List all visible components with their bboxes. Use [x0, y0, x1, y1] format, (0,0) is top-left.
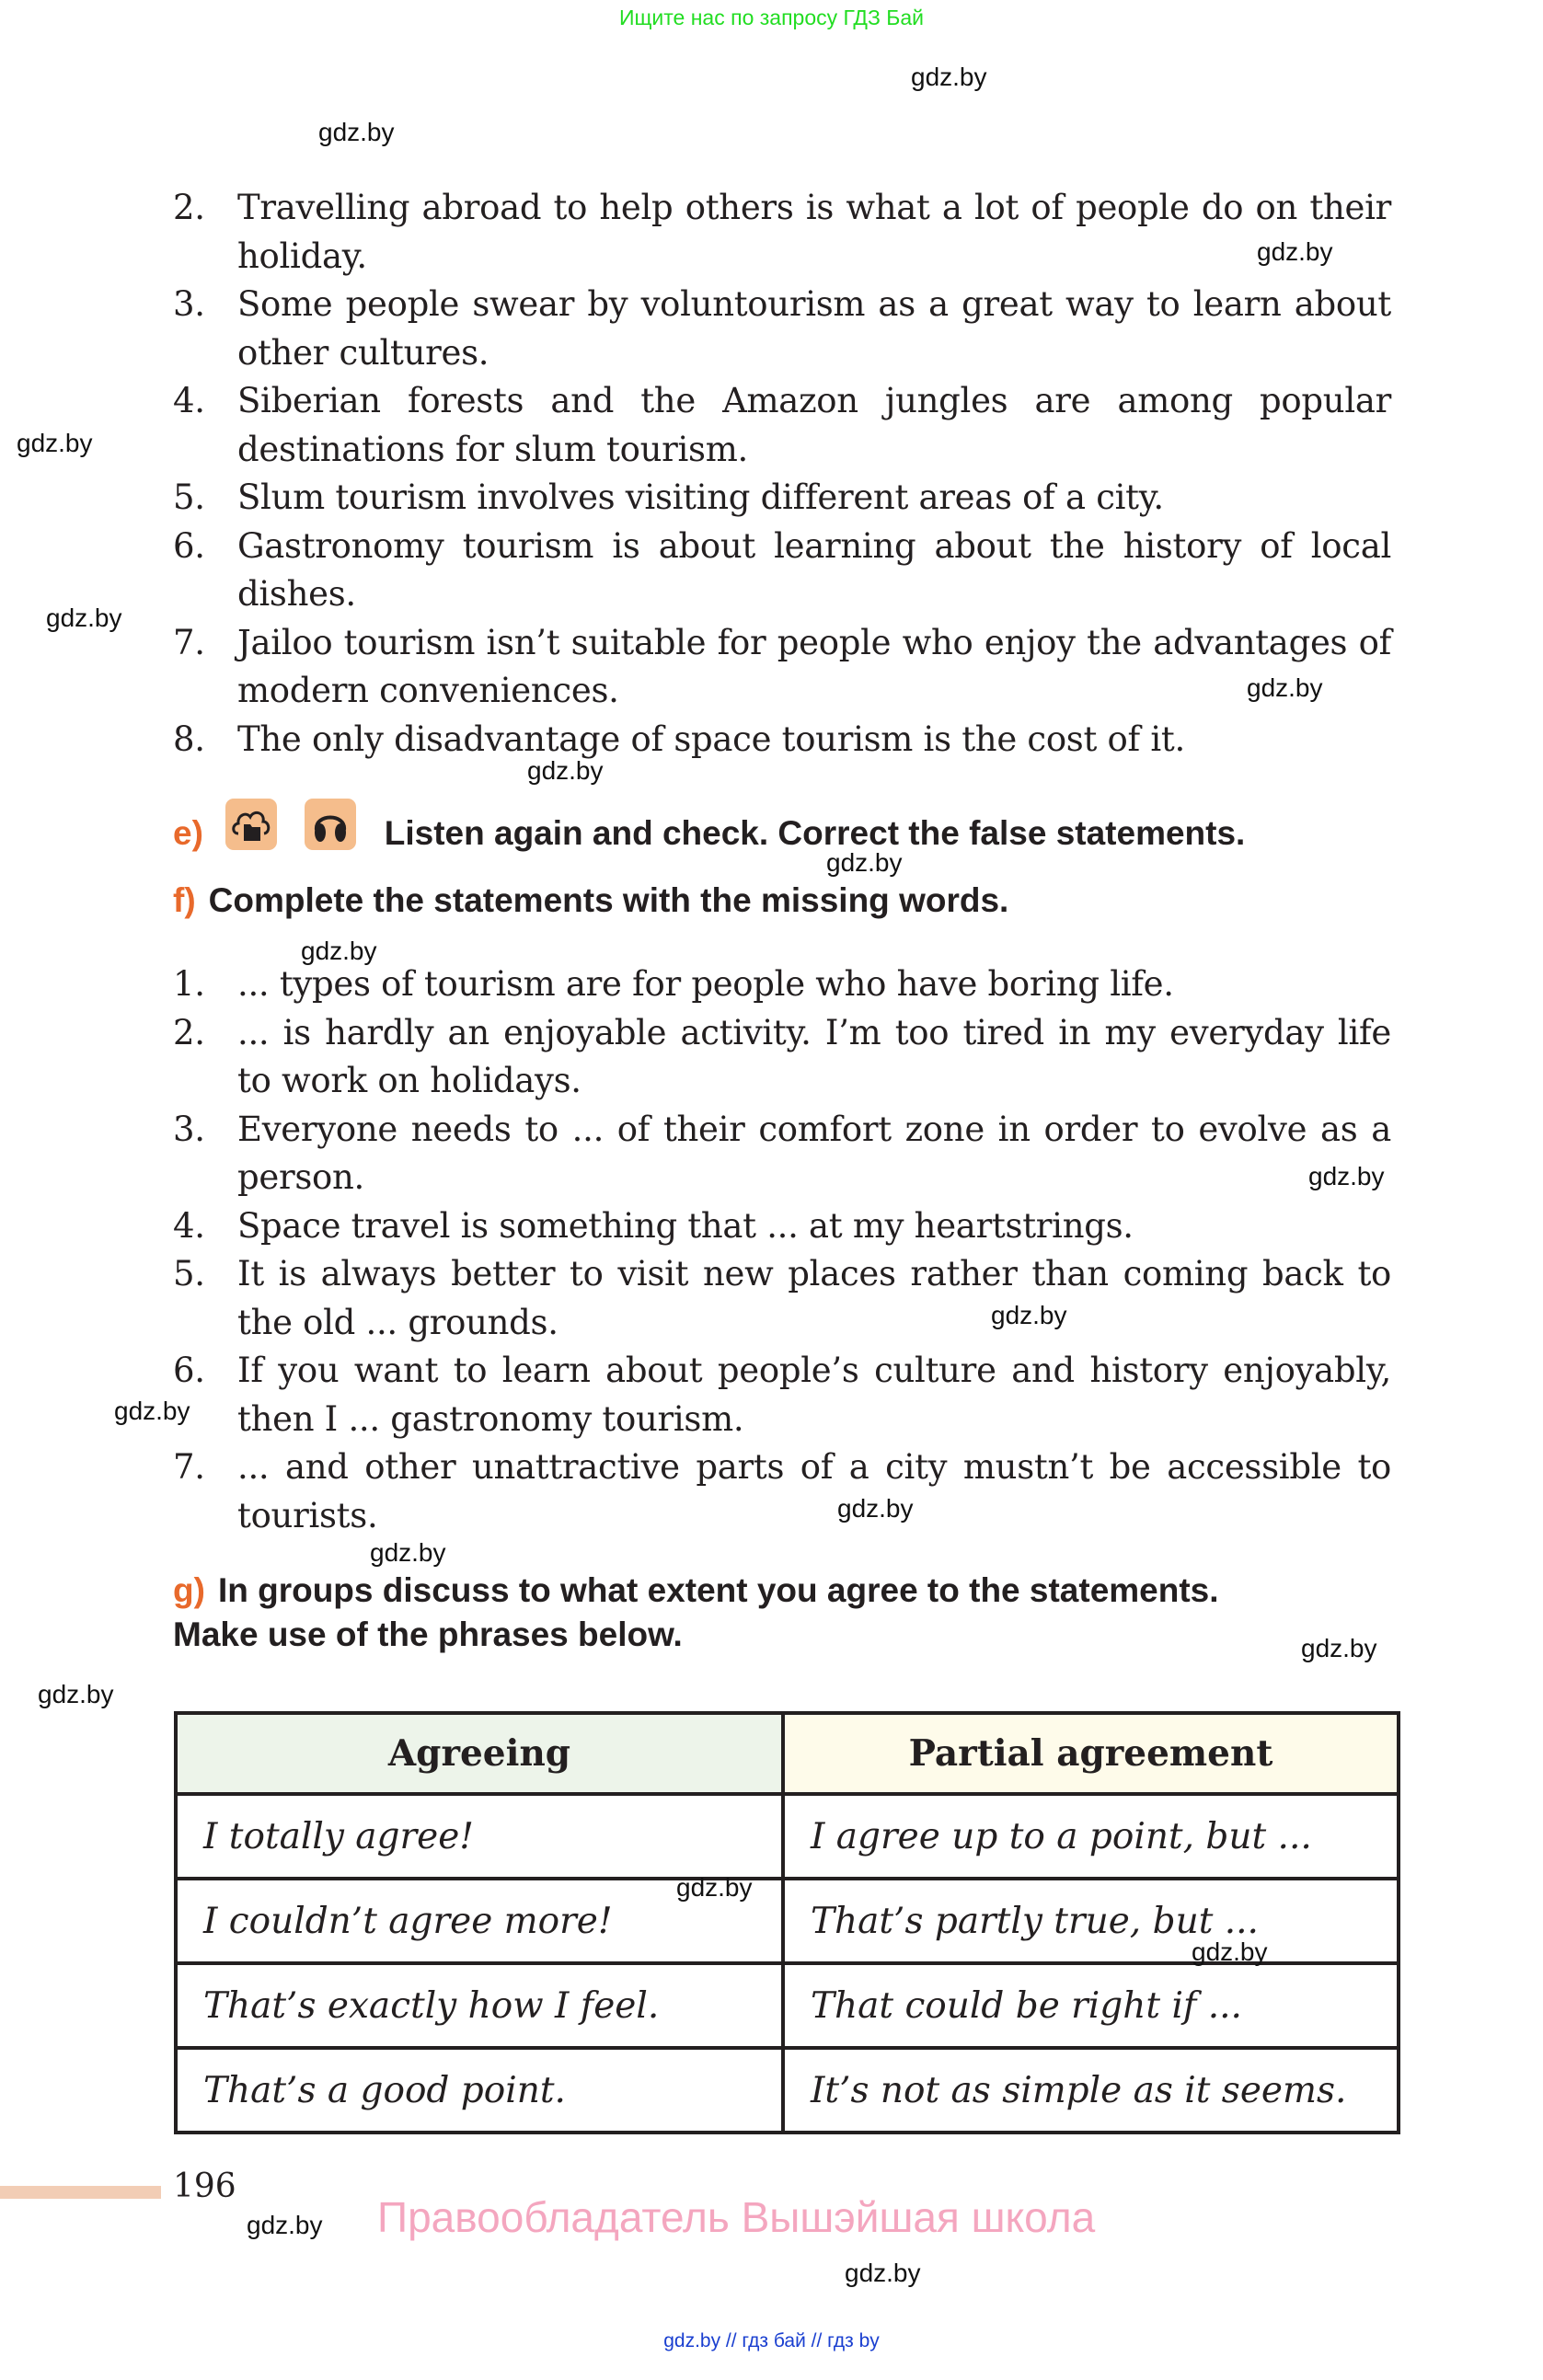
- watermark: gdz.by: [676, 1873, 753, 1902]
- list-item: 7. Jailoo tourism isn’t suitable for people who enjoy the advantages of modern conveniences.: [173, 622, 1391, 710]
- watermark: gdz.by: [1301, 1634, 1377, 1662]
- watermark: gdz.by: [301, 937, 377, 965]
- table-cell: I couldn’t agree more!: [176, 1879, 783, 1963]
- table-row: [176, 2048, 1399, 2133]
- list-item: 4. Space travel is something that ... at my heartstrings.: [173, 1205, 1134, 1246]
- task-g: [173, 1571, 1219, 1610]
- watermark: gdz.by: [17, 429, 93, 457]
- phrases-table: [174, 1711, 1400, 2134]
- table-cell: I agree up to a point, but ...: [783, 1794, 1399, 1879]
- list-item: 2. ... is hardly an enjoyable activity. I’m too tired in my everyday life to work on holidays.: [173, 1012, 1391, 1100]
- watermark: gdz.by: [837, 1494, 914, 1523]
- watermark: gdz.by: [1192, 1937, 1268, 1966]
- site-links[interactable]: gdz.by // гдз бай // гдз by: [663, 2330, 880, 2351]
- watermark: gdz.by: [1257, 237, 1333, 266]
- watermark: gdz.by: [911, 63, 987, 91]
- list-item: 2. Travelling abroad to help others is what a lot of people do on their holiday.: [173, 188, 1391, 276]
- watermark: gdz.by: [1308, 1162, 1385, 1190]
- list-item: 8. The only disadvantage of space tourism is the cost of it.: [173, 719, 1185, 759]
- watermark: gdz.by: [318, 118, 395, 146]
- task-g-line2: Make use of the phrases below.: [173, 1615, 683, 1653]
- list-item: 5. Slum tourism involves visiting different areas of a city.: [173, 477, 1164, 517]
- list-item: 6. Gastronomy tourism is about learning about the history of local dishes.: [173, 525, 1391, 614]
- table-row: [176, 1963, 1399, 2048]
- table-cell: It’s not as simple as it seems.: [783, 2048, 1399, 2133]
- watermark: gdz.by: [114, 1397, 190, 1425]
- headphones-icon[interactable]: [305, 799, 356, 850]
- table-cell: That’s partly true, but ...: [783, 1879, 1399, 1963]
- task-instruction: In groups discuss to what extent you agree to the statements.: [217, 1571, 1219, 1609]
- table-cell: I totally agree!: [176, 1794, 783, 1879]
- watermark: gdz.by: [46, 604, 122, 632]
- list-item: 5. It is always better to visit new places rather than coming back to the old ... grounds.: [173, 1254, 1391, 1342]
- table-header-row: [176, 1713, 1399, 1794]
- page-bar-decoration: [0, 2186, 161, 2199]
- list-item: 3. Some people swear by voluntourism as a great way to learn about other cultures.: [173, 284, 1391, 373]
- cloud-folder-icon[interactable]: [225, 799, 277, 850]
- task-letter: f): [173, 881, 196, 919]
- task-letter: e): [173, 814, 203, 852]
- list-item: 7. ... and other unattractive parts of a city mustn’t be accessible to tourists.: [173, 1447, 1391, 1535]
- task-instruction: Complete the statements with the missing words.: [208, 881, 1009, 919]
- watermark: gdz.by: [247, 2211, 323, 2239]
- list-item: 4. Siberian forests and the Amazon jungles are among popular destinations for slum tourism.: [173, 381, 1391, 469]
- table-cell: That could be right if ...: [783, 1963, 1399, 2048]
- task-f: [173, 881, 1008, 920]
- task-letter: g): [173, 1571, 205, 1609]
- watermark: gdz.by: [527, 756, 604, 785]
- list-item: 3. Everyone needs to ... of their comfort zone in order to evolve as a person.: [173, 1109, 1391, 1197]
- table-row: [176, 1794, 1399, 1879]
- list-item: 1. ... types of tourism are for people who have boring life.: [173, 964, 1174, 1004]
- table-cell: That’s exactly how I feel.: [176, 1963, 783, 2048]
- statements-list-f: [173, 960, 1391, 1540]
- statements-list-d: [173, 184, 1391, 764]
- column-header-partial-agreement: Partial agreement: [783, 1713, 1399, 1794]
- watermark: gdz.by: [370, 1538, 446, 1567]
- table-cell: That’s a good point.: [176, 2048, 783, 2133]
- watermark: gdz.by: [826, 848, 903, 877]
- watermark: gdz.by: [845, 2259, 921, 2287]
- page-number: 196: [173, 2167, 236, 2205]
- rights-holder: Правообладатель Вышэйшая школа: [377, 2193, 1096, 2241]
- task-instruction: Listen again and check. Correct the false statements.: [384, 814, 1246, 852]
- watermark: gdz.by: [991, 1301, 1067, 1329]
- watermark: gdz.by: [1247, 673, 1323, 702]
- column-header-agreeing: Agreeing: [176, 1713, 783, 1794]
- watermark: gdz.by: [38, 1680, 114, 1708]
- search-hint: Ищите нас по запросу ГДЗ Бай: [618, 6, 925, 29]
- task-e: [173, 799, 1245, 853]
- list-item: 6. If you want to learn about people’s culture and history enjoyably, then I ... gastronomy tourism.: [173, 1351, 1391, 1439]
